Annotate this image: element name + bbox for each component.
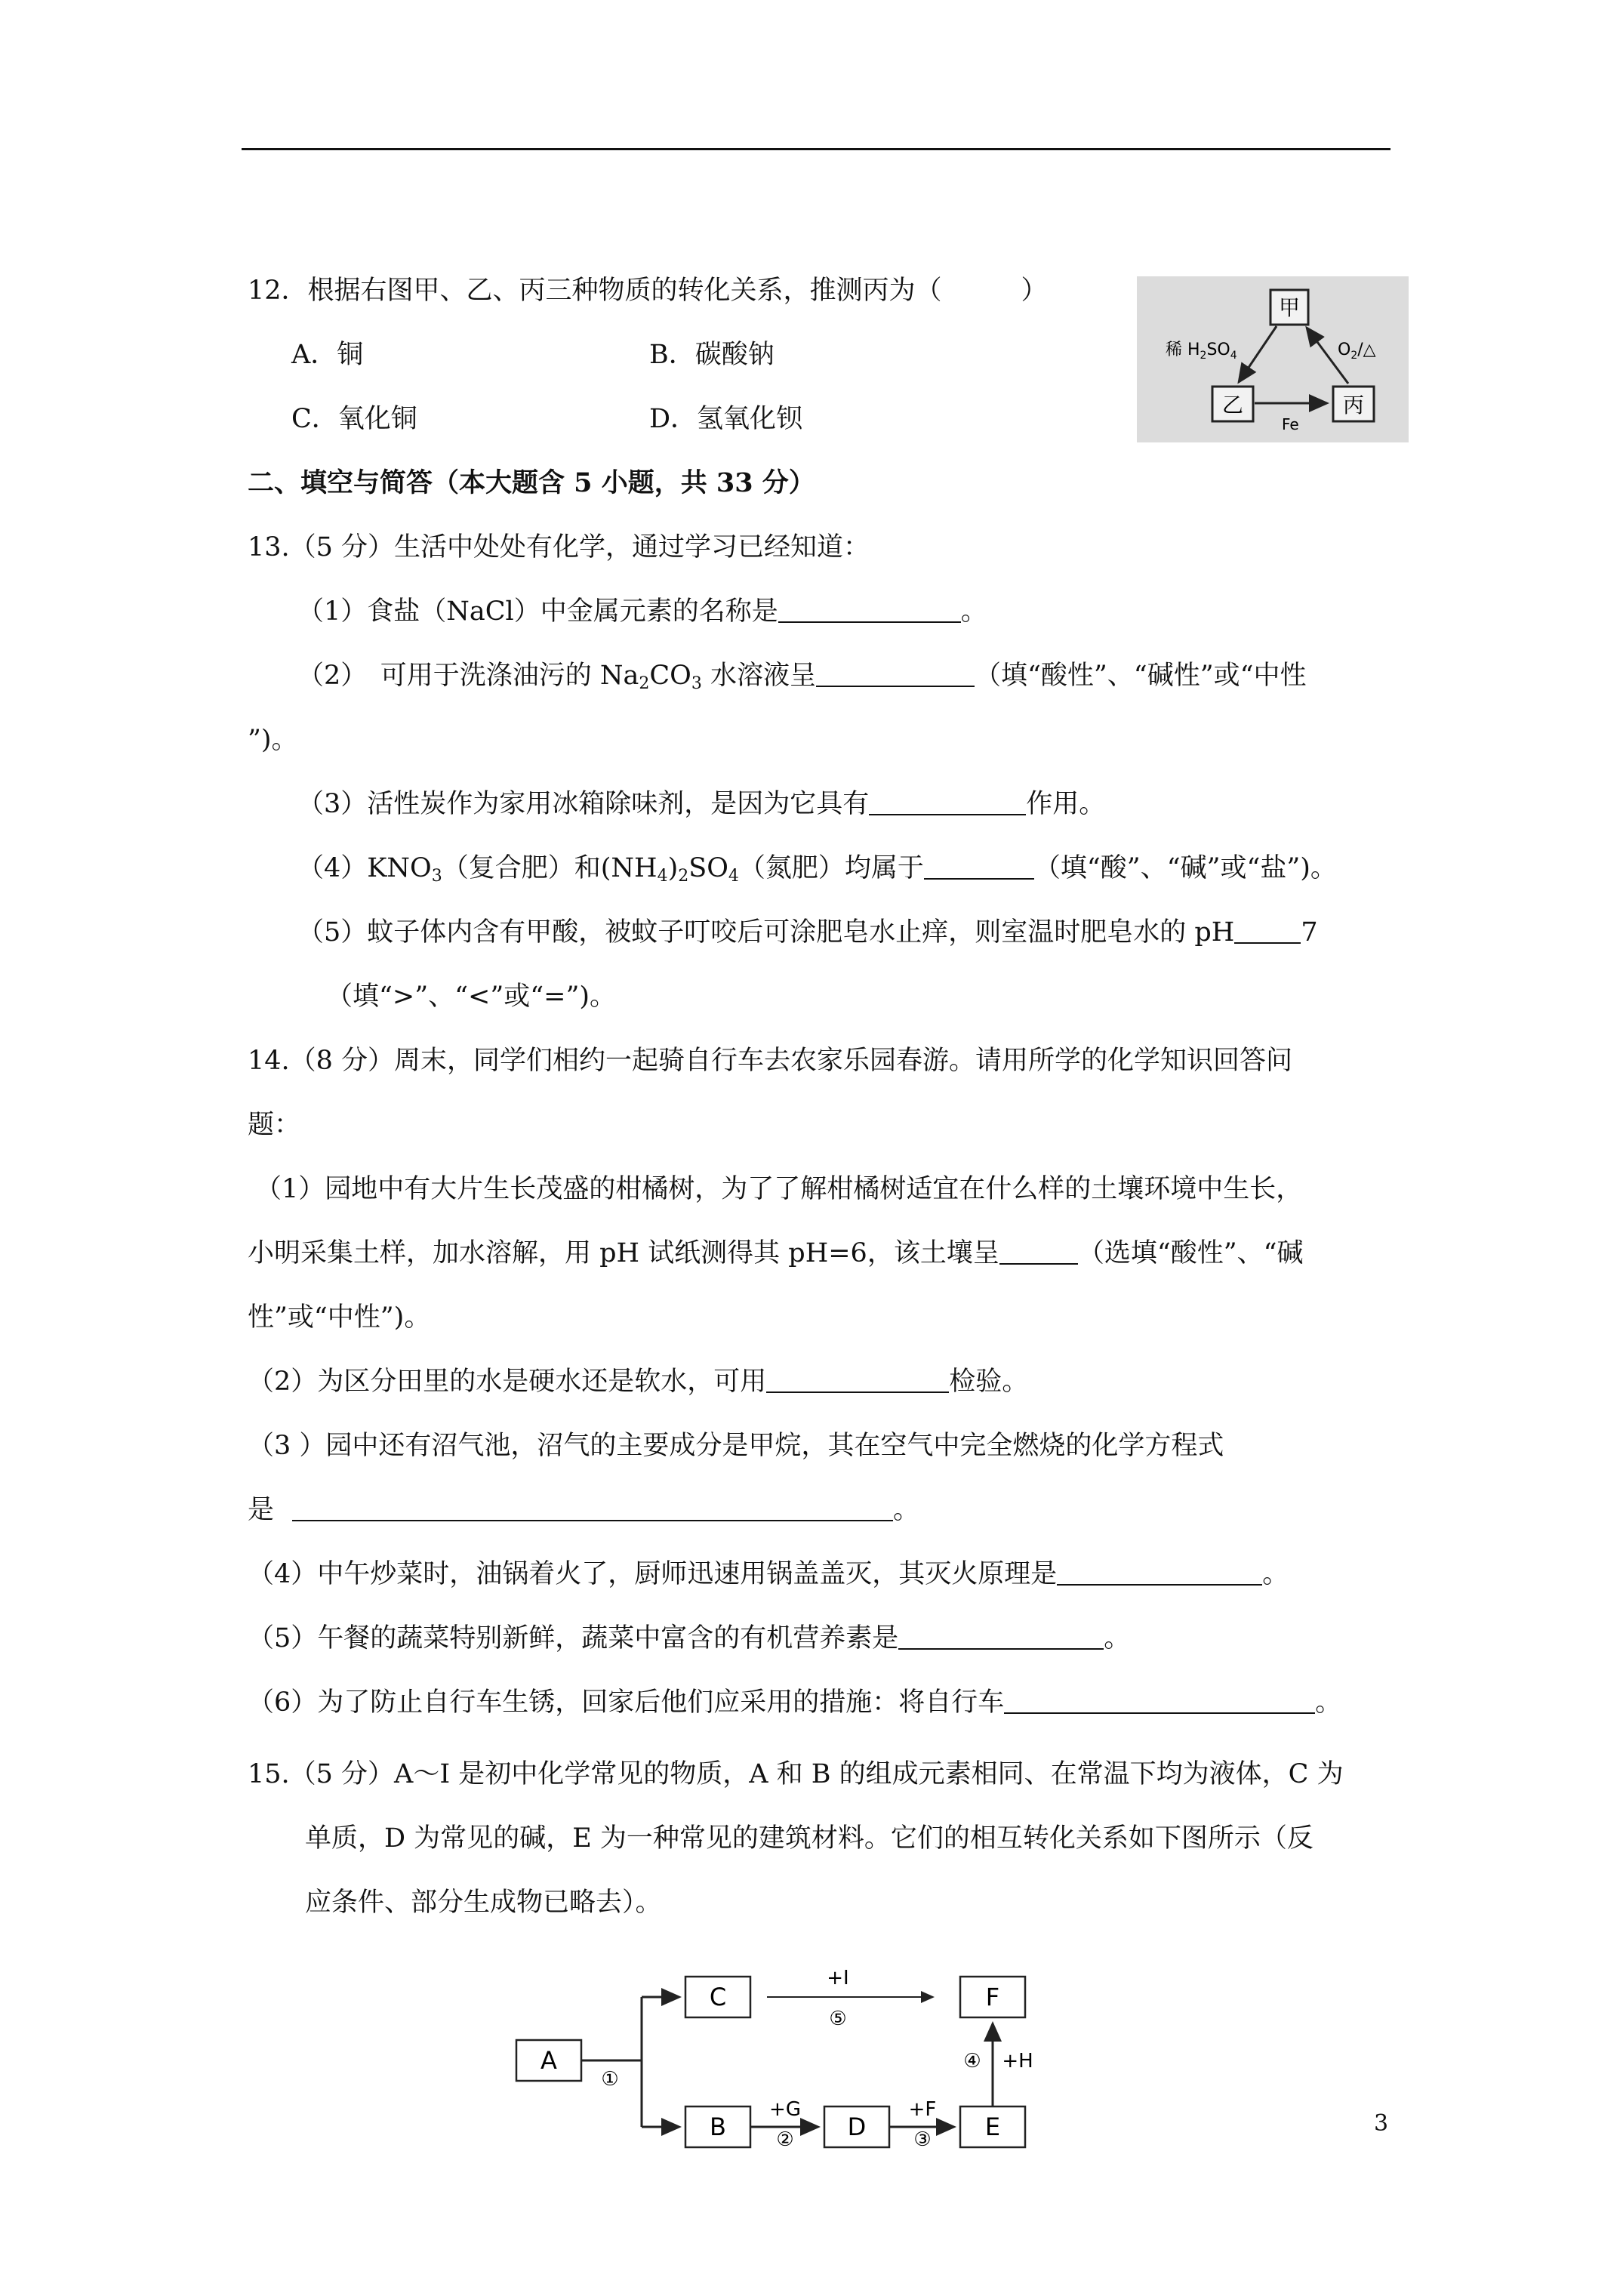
q14-blank-5 bbox=[898, 1626, 1104, 1650]
q13-blank-3 bbox=[869, 791, 1026, 815]
node-a: A bbox=[540, 2046, 557, 2075]
q14-blank-1 bbox=[999, 1240, 1078, 1265]
label-step-1: ① bbox=[601, 2068, 619, 2091]
q14-part-1-cont: 小明采集土样，加水溶解，用 pH 试纸测得其 pH=6，该土壤呈 （选填“酸性”、“碱 bbox=[248, 1238, 1304, 1268]
node-e: E bbox=[984, 2113, 1001, 2141]
q13-part-2-cont: ”)。 bbox=[248, 725, 298, 755]
node-b: B bbox=[710, 2113, 726, 2141]
label-step-3: ③ bbox=[913, 2128, 932, 2151]
q14-stem: 14.（8 分）周末，同学们相约一起骑自行车去农家乐园春游。请用所学的化学知识回答问 bbox=[248, 1046, 1293, 1076]
node-f: F bbox=[985, 1983, 1000, 2011]
q14-part-1: （1）园地中有大片生长茂盛的柑橘树，为了了解柑橘树适宜在什么样的土壤环境中生长， bbox=[255, 1174, 1303, 1204]
q15-stem-cont-2: 应条件、部分生成物已略去）。 bbox=[305, 1888, 662, 1918]
node-d: D bbox=[847, 2113, 867, 2141]
q14-blank-4 bbox=[1057, 1561, 1262, 1586]
q12-conversion-diagram bbox=[1137, 276, 1409, 442]
q13-part-2: （2） 可用于洗涤油污的 $Na_2CO_3$ 水溶液呈 （填“酸性”、“碱性”或“中性 bbox=[297, 661, 1307, 693]
q13-part-5-cont: （填“>”、“<”或“=”)。 bbox=[326, 982, 616, 1012]
q14-blank-3 bbox=[292, 1497, 893, 1521]
q12-option-a: A．铜 bbox=[291, 340, 364, 370]
q13-blank-2 bbox=[816, 663, 975, 687]
q15-stem-cont-1: 单质，D 为常见的碱，E 为一种常见的建筑材料。它们的相互转化关系如下图所示（反 bbox=[305, 1823, 1313, 1854]
q14-part-4: （4）中午炒菜时，油锅着火了，厨师迅速用锅盖盖灭，其灭火原理是 。 bbox=[248, 1559, 1289, 1589]
q14-part-1-end: 性”或“中性”)。 bbox=[248, 1302, 431, 1333]
q14-stem-cont: 题： bbox=[248, 1110, 301, 1140]
q14-part-2: （2）为区分田里的水是硬水还是软水，可用 检验。 bbox=[248, 1367, 1029, 1397]
q13-part-3: （3）活性炭作为家用冰箱除味剂，是因为它具有 作用。 bbox=[297, 789, 1106, 819]
label-plus-h: +H bbox=[1002, 2050, 1033, 2073]
page-number: 3 bbox=[1374, 2110, 1389, 2137]
q15-stem: 15.（5 分）A～I 是初中化学常见的物质，A 和 B 的组成元素相同、在常温下均为液体，C 为 bbox=[248, 1759, 1344, 1789]
q14-part-5: （5）午餐的蔬菜特别新鲜，蔬菜中富含的有机营养素是 。 bbox=[248, 1623, 1131, 1653]
header-rule bbox=[242, 148, 1390, 150]
label-plus-g: +G bbox=[769, 2098, 801, 2121]
label-dilute-h2so4: 稀 $H_2SO_4$ bbox=[1166, 341, 1237, 362]
label-step-2: ② bbox=[776, 2128, 794, 2151]
section-2-title: 二、填空与简答（本大题含 5 小题，共 33 分） bbox=[248, 467, 815, 498]
node-c: C bbox=[709, 1983, 727, 2011]
label-o2-heat: $O_2/\triangle$ bbox=[1338, 341, 1376, 362]
q13-part-1: （1）食盐（NaCl）中金属元素的名称是 。 bbox=[297, 596, 987, 627]
q12-option-d: D．氢氧化钡 bbox=[649, 404, 803, 434]
label-plus-f: +F bbox=[908, 2098, 937, 2121]
q14-part-6: （6）为了防止自行车生锈，回家后他们应采用的措施：将自行车 。 bbox=[248, 1687, 1342, 1718]
node-bing: 丙 bbox=[1342, 393, 1365, 418]
arrow-jia-to-yi bbox=[1239, 326, 1277, 382]
q12-option-b: B．碳酸钠 bbox=[649, 340, 775, 370]
q12-option-c: C．氧化铜 bbox=[291, 404, 417, 434]
q13-blank-5 bbox=[1234, 920, 1301, 944]
q14-part-3-cont: 是 。 bbox=[248, 1495, 920, 1525]
q13-part-5: （5）蚊子体内含有甲酸，被蚊子叮咬后可涂肥皂水止痒，则室温时肥皂水的 pH 7 bbox=[297, 917, 1318, 948]
q12-stem: 12．根据右图甲、乙、丙三种物质的转化关系，推测丙为（ ） bbox=[248, 276, 1048, 306]
q14-blank-6 bbox=[1004, 1690, 1315, 1714]
node-jia: 甲 bbox=[1278, 295, 1301, 320]
label-step-4: ④ bbox=[963, 2050, 981, 2073]
q15-flow-diagram bbox=[513, 1955, 1057, 2159]
q13-blank-1 bbox=[778, 599, 961, 623]
q13-stem: 13.（5 分）生活中处处有化学，通过学习已经知道： bbox=[248, 532, 870, 562]
label-plus-i: +I bbox=[827, 1967, 849, 1989]
node-yi: 乙 bbox=[1221, 393, 1244, 418]
q14-blank-2 bbox=[766, 1369, 949, 1393]
label-fe: Fe bbox=[1282, 415, 1299, 433]
q14-part-3: （3 ）园中还有沼气池，沼气的主要成分是甲烷，其在空气中完全燃烧的化学方程式 bbox=[248, 1431, 1224, 1461]
q13-blank-4 bbox=[924, 855, 1034, 880]
q13-part-4: $(4)KNO_3$（复合肥）和$(NH_4)_2SO_4$（氮肥）均属于 （填“酸”、“碱”或“盐”)。 bbox=[297, 853, 1337, 886]
label-step-5: ⑤ bbox=[829, 2008, 847, 2030]
